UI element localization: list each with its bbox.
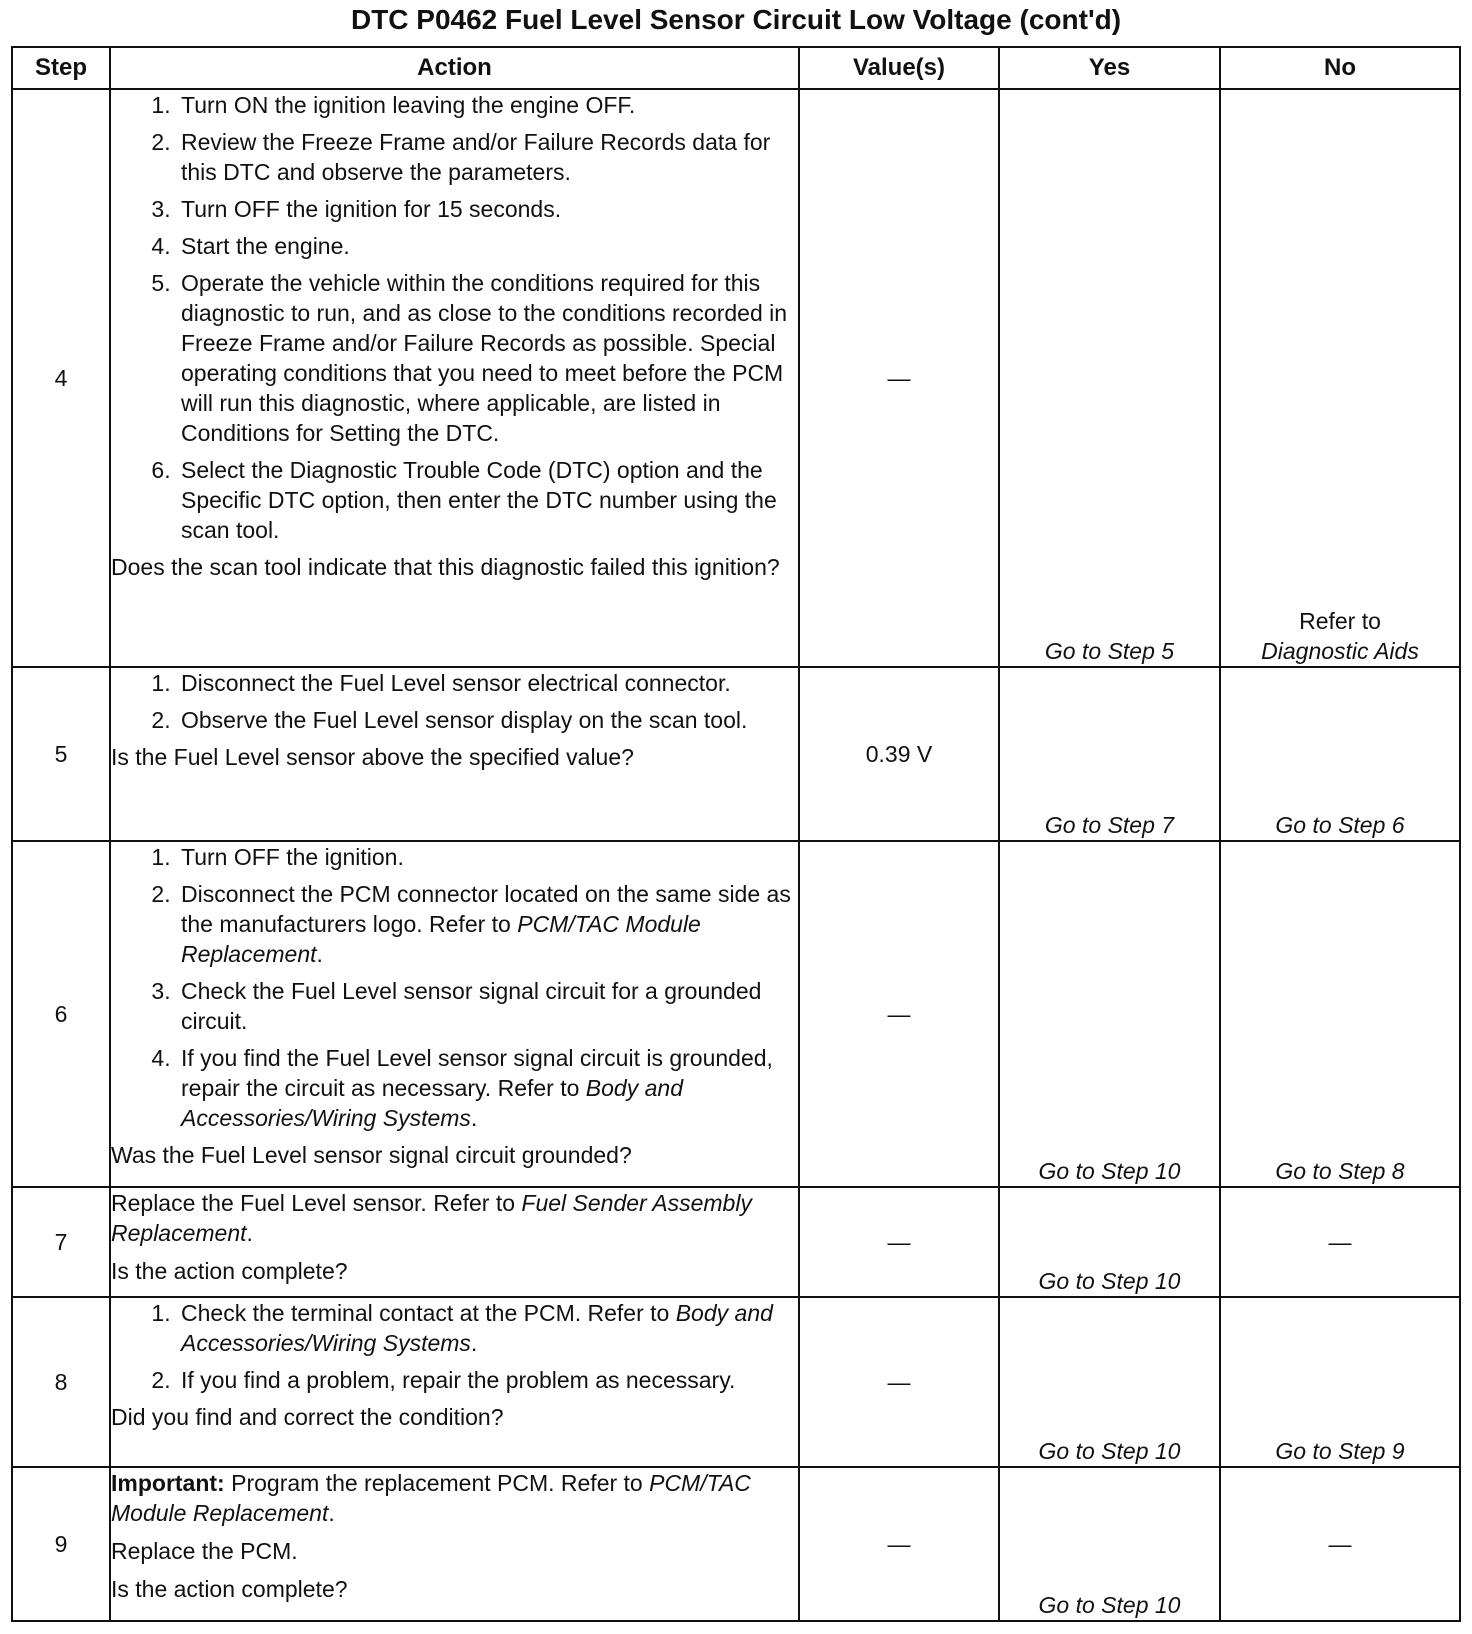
item-text: Disconnect the PCM connector located on the same side as the manufacturers logo. Refer to [181,881,791,937]
list-item: 5. Operate the vehicle within the conditions required for this diagnostic to run, and as close to the conditions recorded in Freeze Frame and/or Failure Records as possible. Special operating conditions that you need to meet before the PCM will run this diagnostic, where applicable, are listed in Conditions for Setting the DTC. [177,268,798,448]
important-note: Important: Program the replacement PCM. Refer to PCM/TAC Module Replacement. [111,1470,751,1526]
reference-link: Body and Accessories/Wiring Systems [181,1075,683,1131]
step-number: 8 [12,1297,110,1467]
action-list [111,90,798,545]
value-cell: — [799,1297,999,1467]
action-list [111,668,798,735]
action-text: Replace the PCM. [111,1538,298,1564]
action-cell [110,667,799,841]
table-row [12,841,1460,1187]
diagnostic-table [11,46,1461,1622]
reference-link: PCM/TAC Module Replacement [181,911,701,967]
action-cell [110,841,799,1187]
action-text: Replace the Fuel Level sensor. Refer to Fuel Sender Assembly Replacement. [111,1190,752,1246]
list-item: 2. Observe the Fuel Level sensor display on the scan tool. [177,705,798,735]
action-cell [110,1297,799,1467]
value-cell: — [799,841,999,1187]
yes-cell: Go to Step 10 [999,1297,1220,1467]
step-number: 9 [12,1467,110,1621]
no-cell: Go to Step 8 [1220,841,1460,1187]
list-item: 2. Review the Freeze Frame and/or Failure Records data for this DTC and observe the parameters. [177,127,798,187]
value-cell: — [799,1467,999,1621]
no-cell: Go to Step 9 [1220,1297,1460,1467]
action-list [111,842,798,1133]
action-question: Did you find and correct the condition? [111,1404,504,1430]
list-item: 6. Select the Diagnostic Trouble Code (DTC) option and the Specific DTC option, then enter the DTC number using the scan tool. [177,455,798,545]
list-item: 1. Disconnect the Fuel Level sensor electrical connector. [177,668,798,698]
action-list [111,1298,798,1395]
list-item: 4. If you find the Fuel Level sensor signal circuit is grounded, repair the circuit as necessary. Refer to Body and Accessories/Wiring Systems. [177,1043,798,1133]
value-cell: — [799,89,999,667]
table-row [12,1467,1460,1621]
step-number: 6 [12,841,110,1187]
reference-link: Fuel Sender Assembly Replacement [111,1190,752,1246]
table-row [12,1297,1460,1467]
header-step: Step [12,47,110,89]
no-cell: — [1220,1467,1460,1621]
no-cell: — [1220,1187,1460,1297]
reference-link: Body and Accessories/Wiring Systems [181,1300,773,1356]
action-question: Was the Fuel Level sensor signal circuit grounded? [111,1142,632,1168]
table-row [12,1187,1460,1297]
action-question: Is the action complete? [111,1576,348,1602]
step-number: 7 [12,1187,110,1297]
action-cell [110,89,799,667]
list-item: 3. Check the Fuel Level sensor signal circuit for a grounded circuit. [177,976,798,1036]
step-number: 4 [12,89,110,667]
yes-cell: Go to Step 5 [999,89,1220,667]
page-title: DTC P0462 Fuel Level Sensor Circuit Low Voltage (cont'd) [350,4,1122,35]
yes-cell: Go to Step 10 [999,1187,1220,1297]
item-text: If you find the Fuel Level sensor signal circuit is grounded, repair the circuit as necessary. Refer to [181,1045,773,1101]
important-label: Important: [111,1470,225,1496]
step-number: 5 [12,667,110,841]
yes-cell: Go to Step 7 [999,667,1220,841]
header-values: Value(s) [799,47,999,89]
item-text: Check the terminal contact at the PCM. Refer to [181,1300,670,1326]
value-cell: — [799,1187,999,1297]
reference-link: Diagnostic Aids [1261,638,1419,664]
list-item: 1. Turn ON the ignition leaving the engine OFF. [177,90,798,120]
yes-cell: Go to Step 10 [999,841,1220,1187]
no-cell: Go to Step 6 [1220,667,1460,841]
header-row [12,47,1460,89]
list-item: 4. Start the engine. [177,231,798,261]
table-row [12,667,1460,841]
list-item: 3. Turn OFF the ignition for 15 seconds. [177,194,798,224]
header-action: Action [110,47,799,89]
no-cell [1220,89,1460,667]
list-item: 2. Disconnect the PCM connector located on the same side as the manufacturers logo. Refer to PCM/TAC Module Replacement. [177,879,798,969]
action-question: Is the action complete? [111,1258,348,1284]
action-question: Is the Fuel Level sensor above the specified value? [111,744,634,770]
list-item: 2. If you find a problem, repair the problem as necessary. [177,1365,798,1395]
action-cell [110,1187,799,1297]
header-no: No [1220,47,1460,89]
action-question: Does the scan tool indicate that this diagnostic failed this ignition? [111,554,780,580]
yes-cell: Go to Step 10 [999,1467,1220,1621]
list-item: 1. Turn OFF the ignition. [177,842,798,872]
table-row [12,89,1460,667]
item-text: Program the replacement PCM. Refer to [231,1470,643,1496]
action-cell [110,1467,799,1621]
list-item: 1. Check the terminal contact at the PCM. Refer to Body and Accessories/Wiring Systems. [177,1298,798,1358]
header-yes: Yes [999,47,1220,89]
refer-to-label: Refer to [1299,608,1381,634]
item-text: Replace the Fuel Level sensor. Refer to [111,1190,516,1216]
reference-link: PCM/TAC Module Replacement [111,1470,751,1526]
value-cell: 0.39 V [799,667,999,841]
